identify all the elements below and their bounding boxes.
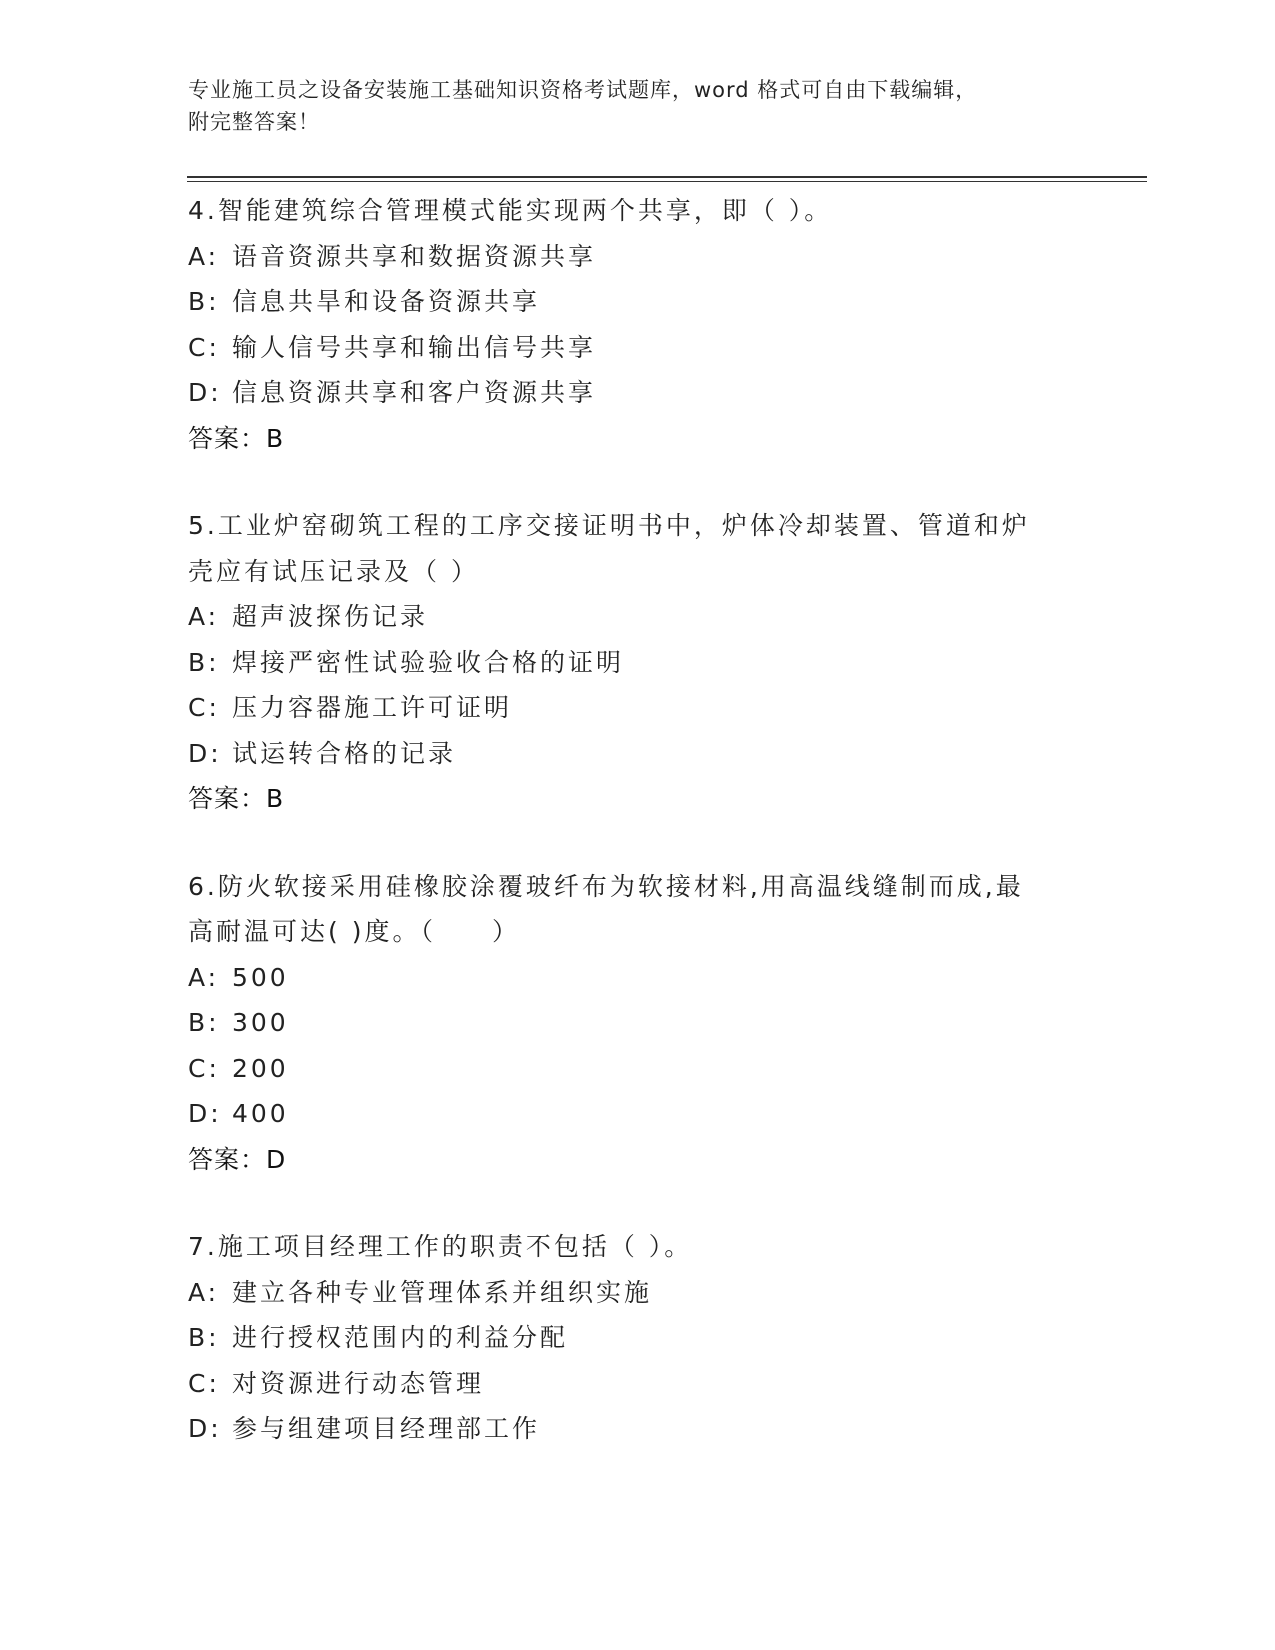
option-key: D: <box>188 378 222 407</box>
question-6 <box>188 864 1108 1183</box>
option-key: A: <box>188 602 220 631</box>
option-text: 200 <box>232 1053 289 1083</box>
question-stem-continued: 壳应有试压记录及（ ） <box>188 556 479 586</box>
option-text: 压力容器施工许可证明 <box>232 693 513 722</box>
answer-line: 答案：B <box>188 423 285 453</box>
option-text: 信息资源共享和客户资源共享 <box>232 378 597 407</box>
option-key: B: <box>188 1008 220 1037</box>
option-a <box>188 955 1108 1001</box>
option-c <box>188 685 1108 731</box>
option-key: C: <box>188 1053 220 1083</box>
option-text: 超声波探伤记录 <box>232 602 429 631</box>
option-key: D: <box>188 738 222 768</box>
option-b <box>188 279 1108 325</box>
question-list <box>188 188 1108 1494</box>
option-text: 试运转合格的记录 <box>232 738 457 768</box>
option-key: C: <box>188 693 220 722</box>
option-c <box>188 325 1108 371</box>
option-a <box>188 1270 1108 1316</box>
header-line-2: 附完整答案！ <box>188 110 320 134</box>
option-text: 参与组建项目经理部工作 <box>232 1414 541 1443</box>
option-c <box>188 1046 1108 1092</box>
option-d <box>188 370 1108 416</box>
option-a <box>188 594 1108 640</box>
option-text: 信息共旱和设备资源共享 <box>232 287 541 316</box>
option-key: A: <box>188 241 220 271</box>
option-key: A: <box>188 1277 220 1307</box>
option-d <box>188 1091 1108 1137</box>
option-b <box>188 1315 1108 1361</box>
option-key: D: <box>188 1414 222 1443</box>
option-text: 输人信号共享和输出信号共享 <box>232 332 597 362</box>
option-key: B: <box>188 1323 220 1352</box>
answer-line: 答案：D <box>188 1144 287 1174</box>
header-divider <box>187 176 1147 178</box>
option-key: D: <box>188 1099 222 1128</box>
header-divider-thin <box>187 181 1147 182</box>
option-key: C: <box>188 332 220 362</box>
question-stem-continued: 高耐温可达( )度。（ ） <box>188 917 520 946</box>
question-stem: 6.防火软接采用硅橡胶涂覆玻纤布为软接材料,用高温线缝制而成,最 <box>188 871 1024 901</box>
option-text: 300 <box>232 1008 289 1037</box>
header-line-1: 专业施工员之设备安装施工基础知识资格考试题库，word 格式可自由下载编辑， <box>188 78 978 102</box>
option-key: B: <box>188 647 220 677</box>
document-header <box>188 74 1088 138</box>
question-stem: 7.施工项目经理工作的职责不包括（ ）。 <box>188 1232 693 1261</box>
option-text: 500 <box>232 962 289 992</box>
option-b <box>188 640 1108 686</box>
answer-line: 答案：B <box>188 784 285 813</box>
option-text: 进行授权范围内的利益分配 <box>232 1323 569 1352</box>
question-stem: 5.工业炉窑砌筑工程的工序交接证明书中，炉体冷却装置、管道和炉 <box>188 511 1030 540</box>
option-text: 建立各种专业管理体系并组织实施 <box>232 1277 653 1307</box>
option-a <box>188 234 1108 280</box>
option-d <box>188 731 1108 777</box>
option-d <box>188 1406 1108 1452</box>
question-5 <box>188 503 1108 822</box>
option-c <box>188 1361 1108 1407</box>
question-4 <box>188 188 1108 461</box>
question-7 <box>188 1224 1108 1452</box>
option-text: 焊接严密性试验验收合格的证明 <box>232 647 625 677</box>
option-key: C: <box>188 1368 220 1398</box>
question-stem: 4.智能建筑综合管理模式能实现两个共享，即（ ）。 <box>188 196 833 225</box>
option-b <box>188 1000 1108 1046</box>
option-text: 400 <box>232 1099 289 1128</box>
option-text: 语音资源共享和数据资源共享 <box>232 241 597 271</box>
option-key: A: <box>188 962 220 992</box>
option-key: B: <box>188 287 220 316</box>
option-text: 对资源进行动态管理 <box>232 1368 485 1398</box>
